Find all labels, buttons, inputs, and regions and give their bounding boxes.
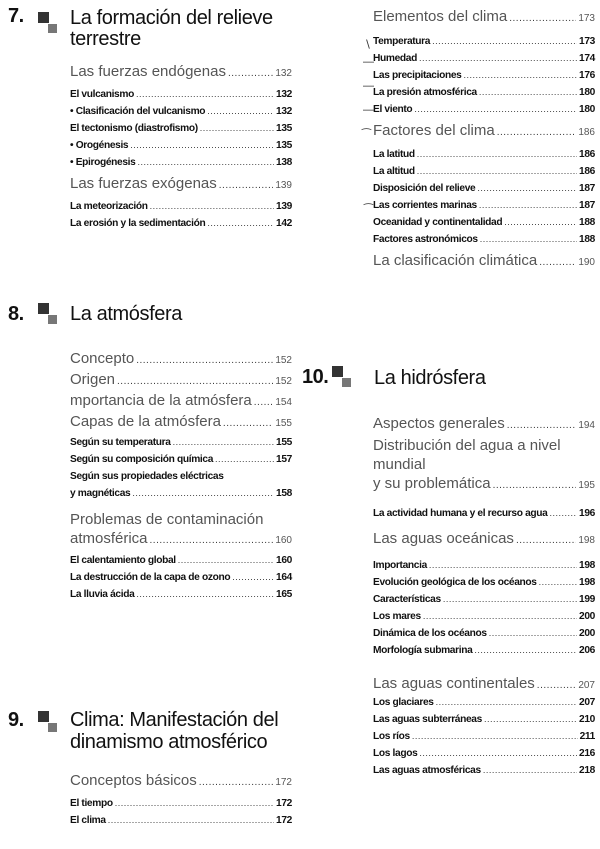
toc-entry[interactable]: La clasificación climática ..... 190	[373, 250, 595, 271]
toc-entry[interactable]: Las precipitaciones ..... 176	[373, 67, 595, 84]
chapter-9-continued-entries	[373, 6, 595, 271]
toc-entry-label-line1: Distribución del agua a nivel mundial	[373, 437, 561, 473]
chapter-number: 8.	[8, 303, 24, 325]
toc-entry[interactable]: Aspectos generales ..... 194	[373, 413, 595, 434]
chapter-number: 10.	[302, 366, 329, 388]
toc-entry[interactable]: Características ..... 199	[373, 591, 595, 608]
toc-entry[interactable]: • Clasificación del vulcanismo ..... 132	[70, 103, 292, 120]
toc-entry[interactable]: La presión atmosférica ..... 180	[373, 84, 595, 101]
chapter-title-line2: terrestre	[70, 28, 141, 50]
toc-entry[interactable]: Factores astronómicos ..... 188	[373, 231, 595, 248]
toc-entry[interactable]: Los glaciares ..... 207	[373, 694, 595, 711]
handwritten-mark-icon: ∖	[364, 39, 372, 51]
chapter-number: 7.	[8, 5, 24, 27]
chapter-marker-icon	[38, 12, 49, 23]
toc-entry[interactable]: Los mares ..... 200	[373, 608, 595, 625]
toc-entry[interactable]: y magnéticas ..... 158	[70, 485, 292, 502]
chapter-marker-icon	[342, 378, 351, 387]
toc-entry[interactable]: El calentamiento global ..... 160	[70, 552, 292, 569]
chapter-number: 9.	[8, 709, 24, 731]
toc-entry[interactable]: Morfología submarina ..... 206	[373, 642, 595, 659]
toc-entry[interactable]: Elementos del clima ..... 173	[373, 6, 595, 27]
toc-entry[interactable]: Las corrientes marinas ..... 187	[373, 197, 595, 214]
toc-entry[interactable]: Importancia ..... 198	[373, 557, 595, 574]
toc-entry[interactable]: y su problemática ..... 195	[373, 474, 595, 493]
toc-entry[interactable]: Los lagos ..... 216	[373, 745, 595, 762]
toc-entry[interactable]: Oceanidad y continentalidad ..... 188	[373, 214, 595, 231]
toc-entry[interactable]: La meteorización ..... 139	[70, 198, 292, 215]
chapter-marker-icon	[48, 723, 57, 732]
toc-entry[interactable]: La erosión y la sedimentación ..... 142	[70, 215, 292, 232]
toc-entry[interactable]: La lluvia ácida ..... 165	[70, 586, 292, 603]
handwritten-mark-icon: ⁀	[362, 129, 371, 141]
toc-entry[interactable]: La destrucción de la capa de ozono ..... 164	[70, 569, 292, 586]
handwritten-mark-icon: —	[363, 104, 374, 116]
chapter-9-entries	[70, 770, 292, 829]
toc-entry-label-line1: Problemas de contaminación	[70, 511, 264, 528]
chapter-title: La atmósfera	[70, 303, 182, 325]
toc-entry[interactable]: El viento ..... 180	[373, 101, 595, 118]
toc-entry[interactable]: Temperatura ..... 173	[373, 33, 595, 50]
chapter-title-line2: dinamismo atmosférico	[70, 731, 268, 753]
toc-entry[interactable]: Disposición del relieve ..... 187	[373, 180, 595, 197]
toc-entry[interactable]: Dinámica de los océanos ..... 200	[373, 625, 595, 642]
toc-entry[interactable]: El tectonismo (diastrofismo) ..... 135	[70, 120, 292, 137]
toc-entry[interactable]: El clima ..... 172	[70, 812, 292, 829]
toc-entry[interactable]: • Orogénesis ..... 135	[70, 137, 292, 154]
toc-entry[interactable]: Las fuerzas endógenas ..... 132	[70, 61, 292, 82]
toc-entry[interactable]: atmosférica ..... 160	[70, 529, 292, 548]
toc-entry-label-line1: Según sus propiedades eléctricas	[70, 471, 224, 482]
toc-entry[interactable]: Las aguas atmosféricas ..... 218	[373, 762, 595, 779]
toc-entry[interactable]: Capas de la atmósfera ..... 155	[70, 411, 292, 432]
toc-entry[interactable]: Evolución geológica de los océanos ..... 198	[373, 574, 595, 591]
chapter-title: Clima: Manifestación del	[70, 709, 279, 731]
toc-entry[interactable]: El vulcanismo ..... 132	[70, 86, 292, 103]
chapter-title: La hidrósfera	[374, 367, 486, 389]
toc-entry[interactable]: Las fuerzas exógenas ..... 139	[70, 173, 292, 194]
chapter-10-entries	[373, 413, 595, 779]
toc-entry[interactable]: Según su temperatura ..... 155	[70, 434, 292, 451]
chapter-marker-icon	[332, 366, 343, 377]
toc-entry[interactable]: Conceptos básicos ..... 172	[70, 770, 292, 791]
toc-entry[interactable]: La actividad humana y el recurso agua ..... 196	[373, 505, 595, 522]
toc-entry[interactable]: Factores del clima ..... 186	[373, 120, 595, 141]
toc-entry[interactable]: mportancia de la atmósfera ..... 154	[70, 390, 292, 411]
chapter-8-entries	[70, 348, 292, 603]
handwritten-mark-icon: —	[363, 80, 374, 92]
toc-entry[interactable]: Las aguas oceánicas ..... 198	[373, 528, 595, 549]
toc-entry[interactable]: Según su composición química ..... 157	[70, 451, 292, 468]
chapter-marker-icon	[38, 303, 49, 314]
toc-entry[interactable]: La altitud ..... 186	[373, 163, 595, 180]
toc-entry[interactable]: Las aguas continentales ..... 207	[373, 673, 595, 694]
toc-entry[interactable]: Concepto ..... 152	[70, 348, 292, 369]
chapter-title: La formación del relieve	[70, 7, 273, 29]
toc-entry[interactable]: La latitud ..... 186	[373, 146, 595, 163]
chapter-marker-icon	[38, 711, 49, 722]
toc-entry[interactable]: Humedad ..... 174	[373, 50, 595, 67]
chapter-marker-icon	[48, 24, 57, 33]
toc-entry[interactable]: Origen ..... 152	[70, 369, 292, 390]
handwritten-mark-icon: —	[363, 56, 374, 68]
toc-entry[interactable]: Las aguas subterráneas ..... 210	[373, 711, 595, 728]
handwritten-mark-icon: ⁀	[364, 204, 373, 216]
chapter-7-entries	[70, 61, 292, 232]
toc-entry[interactable]: • Epirogénesis ..... 138	[70, 154, 292, 171]
toc-entry[interactable]: El tiempo ..... 172	[70, 795, 292, 812]
chapter-marker-icon	[48, 315, 57, 324]
toc-entry[interactable]: Los ríos ..... 211	[373, 728, 595, 745]
